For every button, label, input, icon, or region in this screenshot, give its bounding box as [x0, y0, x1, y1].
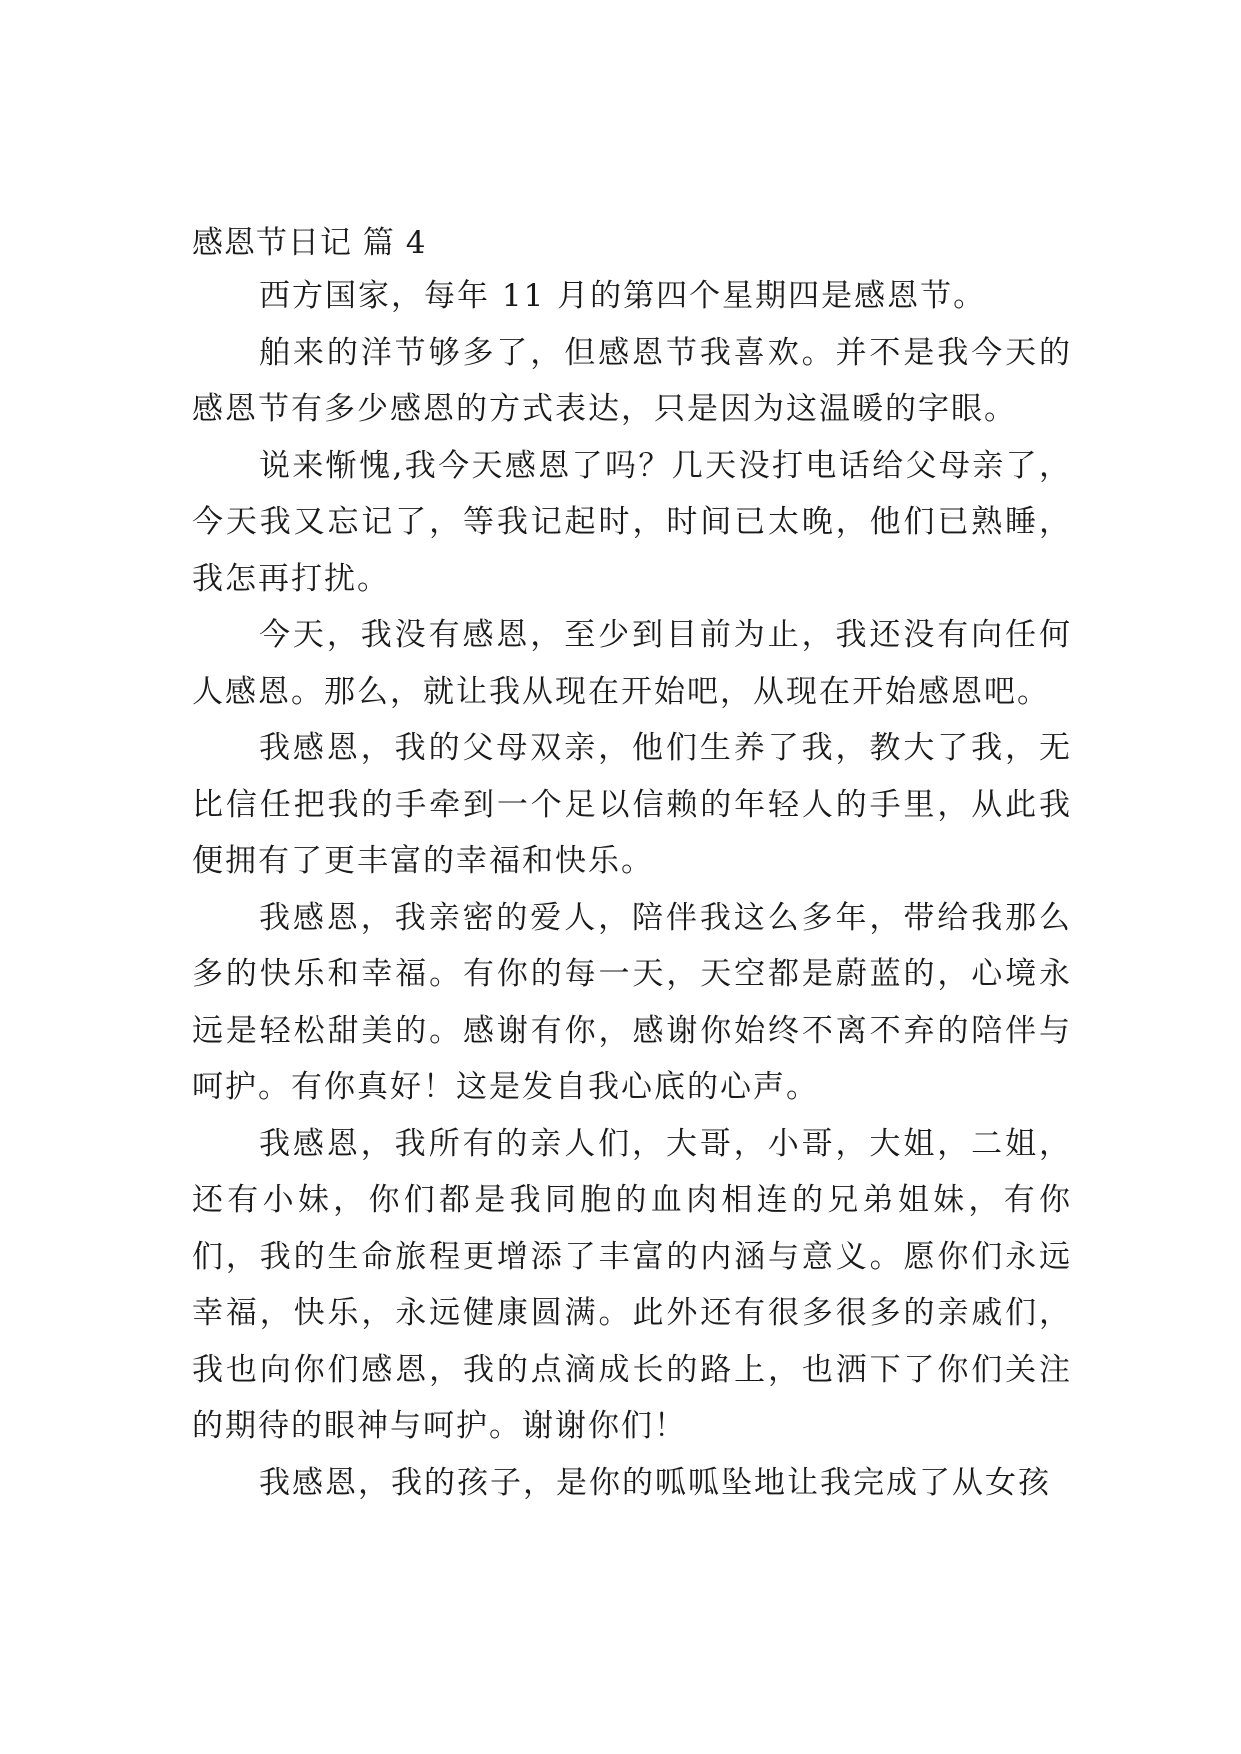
paragraph: 我感恩，我的孩子，是你的呱呱坠地让我完成了从女孩	[259, 1464, 1051, 1501]
paragraph: 今天，我没有感恩，至少到目前为止，我还没有向任何人感恩。那么，就让我从现在开始吧，从现在开始感恩吧。	[192, 617, 1072, 710]
paragraph: 我感恩，我亲密的爱人，陪伴我这么多年，带给我那么多的快乐和幸福。有你的每一天，天空都是蔚蓝的，心境永远是轻松甜美的。感谢有你，感谢你始终不离不弃的陪伴与呵护。有你真好！这是发自我心底的心声。	[192, 899, 1072, 1105]
document-title: 感恩节日记 篇 4	[192, 225, 427, 261]
paragraph: 舶来的洋节够多了，但感恩节我喜欢。并不是我今天的感恩节有多少感恩的方式表达，只是因为这温暖的字眼。	[192, 334, 1072, 427]
paragraph: 我感恩，我的父母双亲，他们生养了我，教大了我，无比信任把我的手牵到一个足以信赖的年轻人的手里，从此我便拥有了更丰富的幸福和快乐。	[192, 730, 1072, 879]
paragraph: 说来惭愧,我今天感恩了吗？几天没打电话给父母亲了，今天我又忘记了，等我记起时，时间已太晚，他们已熟睡，我怎再打扰。	[192, 447, 1072, 597]
paragraph: 我感恩，我所有的亲人们，大哥，小哥，大姐，二姐，还有小妹，你们都是我同胞的血肉相连的兄弟姐妹，有你们，我的生命旅程更增添了丰富的内涵与意义。愿你们永远幸福，快乐，永远健康圆满。此外还有很多很多的亲戚们，我也向你们感恩，我的点滴成长的路上，也洒下了你们关注的期待的眼神与呵护。谢谢你们！	[192, 1125, 1072, 1444]
document-body	[192, 268, 1072, 1511]
document-page	[192, 0, 1072, 1754]
paragraph: 西方国家，每年 11 月的第四个星期四是感恩节。	[259, 278, 987, 314]
